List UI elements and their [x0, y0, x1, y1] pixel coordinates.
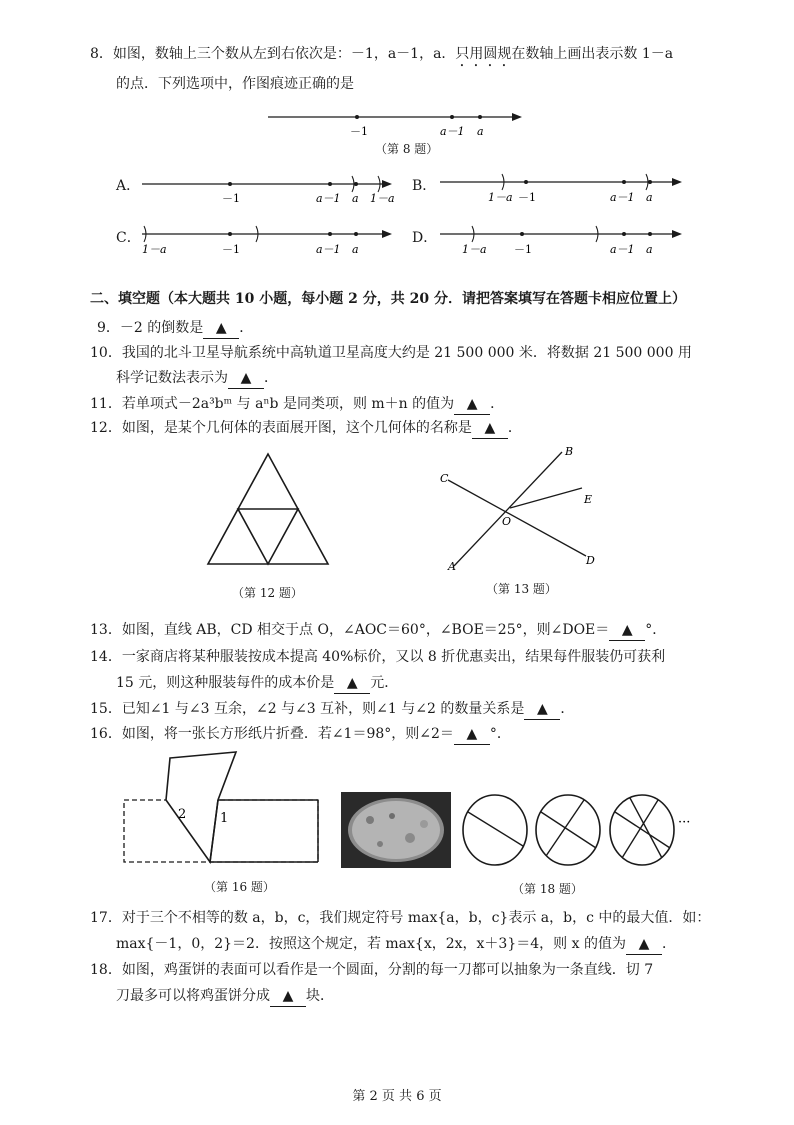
label-D: D: [586, 554, 595, 567]
inner-triangle: [238, 509, 298, 564]
answer-blank: ▲: [270, 986, 306, 1007]
option-b-figure: [436, 170, 690, 208]
line-CD: [448, 480, 586, 556]
section-title: 二、填空题（本大题共 10 小题，每小题 2 分，共 20 分．请把答案填写在答题卡相应位置上）: [90, 291, 686, 307]
cut-line: [630, 798, 662, 858]
ellipsis: ···: [678, 815, 690, 830]
pancake-spot: [366, 816, 374, 824]
q15: [90, 699, 574, 720]
q12-text: 12．如图，是某个几何体的表面展开图，这个几何体的名称是: [90, 420, 472, 436]
q9-tail: ．: [239, 320, 254, 336]
q8-emphasis: 只用圆规: [455, 46, 512, 62]
line-AB: [454, 452, 562, 566]
point: [524, 180, 528, 184]
q18-line2: [116, 986, 334, 1007]
folded-flap: [166, 752, 236, 862]
cut-line: [541, 812, 596, 848]
answer-blank: ▲: [203, 318, 239, 339]
option-b-label: B．: [412, 178, 437, 194]
point: [328, 232, 332, 236]
q13-intersecting-lines: [422, 442, 612, 577]
answer-blank: ▲: [524, 699, 560, 720]
label-B: B: [565, 445, 574, 458]
cut-line: [615, 812, 670, 848]
point: [228, 182, 232, 186]
pancake-center: [352, 801, 440, 859]
q8-text-a: 8．如图，数轴上三个数从左到右依次是：－1，a－1，a．: [90, 46, 456, 62]
q10-line1: 10．我国的北斗卫星导航系统中高轨道卫星高度大约是 21 500 000 米．将数据 21 500 000 用: [90, 345, 692, 361]
arrow-head: [672, 230, 682, 238]
label: －1: [518, 191, 536, 204]
angle-2-label: 2: [178, 807, 187, 822]
pancake-spot: [389, 813, 395, 819]
option-a-label: A．: [116, 178, 141, 194]
q16-folded-paper: [120, 750, 322, 868]
q18-text: 刀最多可以将鸡蛋饼分成: [116, 988, 270, 1004]
label-a-minus-1: a－1: [440, 125, 465, 138]
q10-line2: [116, 368, 278, 389]
arrow-head: [382, 230, 392, 238]
point: [622, 232, 626, 236]
point: [228, 232, 232, 236]
pancake-spot: [377, 841, 383, 847]
q14-text: 15 元，则这种服装每件的成本价是: [116, 675, 335, 691]
q11-tail: ．: [490, 396, 505, 412]
label: a－1: [610, 243, 635, 256]
point: [328, 182, 332, 186]
label: a－1: [316, 192, 341, 205]
cut-line: [468, 812, 523, 846]
label: 1－a: [142, 243, 167, 256]
point-a-minus-1: [450, 115, 454, 119]
option-d-label: D．: [412, 230, 438, 246]
label: a－1: [316, 243, 341, 256]
point: [648, 180, 652, 184]
answer-blank: ▲: [626, 934, 662, 955]
q8-line1: [90, 44, 673, 70]
label: a: [646, 243, 653, 256]
q18-caption: （第 18 题）: [512, 882, 583, 896]
answer-blank: ▲: [454, 394, 490, 415]
answer-blank: ▲: [472, 418, 508, 439]
q13-tail: °．: [645, 622, 667, 638]
option-c-label: C．: [116, 230, 141, 246]
point: [354, 232, 358, 236]
label: a: [352, 243, 359, 256]
q15-text: 15．已知∠1 与∠3 互余，∠2 与∠3 互补，则∠1 与∠2 的数量关系是: [90, 701, 525, 717]
q13-text: 13．如图，直线 AB，CD 相交于点 O，∠AOC＝60°，∠BOE＝25°，则∠DOE＝: [90, 622, 610, 638]
label: －1: [222, 192, 240, 205]
option-a-figure: [138, 172, 400, 208]
q11: [90, 394, 504, 415]
point-neg1: [355, 115, 359, 119]
q17-line2: [116, 934, 676, 955]
option-d-figure: [436, 222, 690, 260]
cut-line: [546, 800, 584, 856]
label: 1－a: [370, 192, 395, 205]
q11-text: 11．若单项式－2a³bᵐ 与 aⁿb 是同类项，则 m＋n 的值为: [90, 396, 455, 412]
cut-line: [622, 800, 658, 858]
arrow-head: [382, 180, 392, 188]
q12: [90, 418, 522, 439]
label: 1－a: [462, 243, 487, 256]
label-E: E: [584, 493, 593, 506]
q14-line1: 14．一家商店将某种服装按成本提高 40%标价，又以 8 折优惠卖出，结果每件服装仍可获利: [90, 649, 666, 665]
q9: [97, 318, 253, 339]
point-a: [478, 115, 482, 119]
q16: [90, 724, 511, 745]
q8-text-b: 在数轴上画出表示数 1－a: [511, 46, 674, 62]
label: a: [352, 192, 359, 205]
point: [520, 232, 524, 236]
point: [622, 180, 626, 184]
q18-figure: [340, 788, 690, 870]
original-outline: [124, 800, 318, 862]
q18-line1: 18．如图，鸡蛋饼的表面可以看作是一个圆面，分割的每一刀都可以抽象为一条直线．切 7: [90, 962, 654, 978]
answer-blank: ▲: [334, 673, 370, 694]
label: 1－a: [488, 191, 513, 204]
q10-tail: ．: [264, 370, 278, 386]
label-C: C: [440, 472, 449, 485]
answer-blank: ▲: [228, 368, 264, 389]
q12-tail: ．: [507, 420, 522, 436]
q14-line2: [116, 673, 398, 694]
label: －1: [514, 243, 532, 256]
q12-caption: （第 12 题）: [232, 586, 303, 600]
q15-tail: ．: [560, 701, 575, 717]
label: －1: [222, 243, 240, 256]
arrow-head: [512, 113, 522, 121]
page-footer: 第 2 页 共 6 页: [352, 1089, 442, 1104]
q12-tetrahedron-net: [200, 448, 340, 572]
pancake-spot: [420, 820, 428, 828]
q9-text: 9．－2 的倒数是: [97, 320, 204, 336]
point: [648, 232, 652, 236]
point: [354, 182, 358, 186]
q8-caption: （第 8 题）: [375, 142, 439, 156]
q16-caption: （第 16 题）: [204, 880, 275, 894]
circle-1-cut: [463, 795, 527, 865]
ray-OE: [510, 488, 582, 508]
q14-tail: 元．: [370, 675, 399, 691]
answer-blank: ▲: [454, 724, 490, 745]
label: a: [646, 191, 653, 204]
q18-tail: 块．: [306, 988, 334, 1004]
label-O: O: [502, 515, 512, 528]
q17-tail: ．: [661, 936, 676, 952]
q16-text: 16．如图，将一张长方形纸片折叠．若∠1＝98°，则∠2＝: [90, 726, 454, 742]
answer-blank: ▲: [609, 620, 645, 641]
q8-line2: 的点．下列选项中，作图痕迹正确的是: [116, 76, 354, 92]
q10-text: 科学记数法表示为: [116, 370, 228, 386]
label-a: a: [477, 125, 484, 138]
q8-number-line-figure: [260, 105, 530, 140]
label-A: A: [448, 560, 456, 573]
arrow-head: [672, 178, 682, 186]
label: a－1: [610, 191, 635, 204]
q17-text: max{－1，0，2}＝2．按照这个规定，若 max{x，2x，x＋3}＝4，则 x 的值为: [116, 936, 626, 952]
q13-caption: （第 13 题）: [486, 582, 557, 596]
q16-tail: °．: [489, 726, 511, 742]
pancake-spot: [405, 833, 415, 843]
angle-1-label: 1: [220, 811, 229, 826]
option-c-figure: [138, 222, 400, 260]
q17-line1: 17．对于三个不相等的数 a，b，c，我们规定符号 max{a，b，c}表示 a，b，c 中的最大值．如：: [90, 910, 711, 926]
q13: [90, 620, 666, 641]
label-neg1: －1: [350, 125, 368, 138]
